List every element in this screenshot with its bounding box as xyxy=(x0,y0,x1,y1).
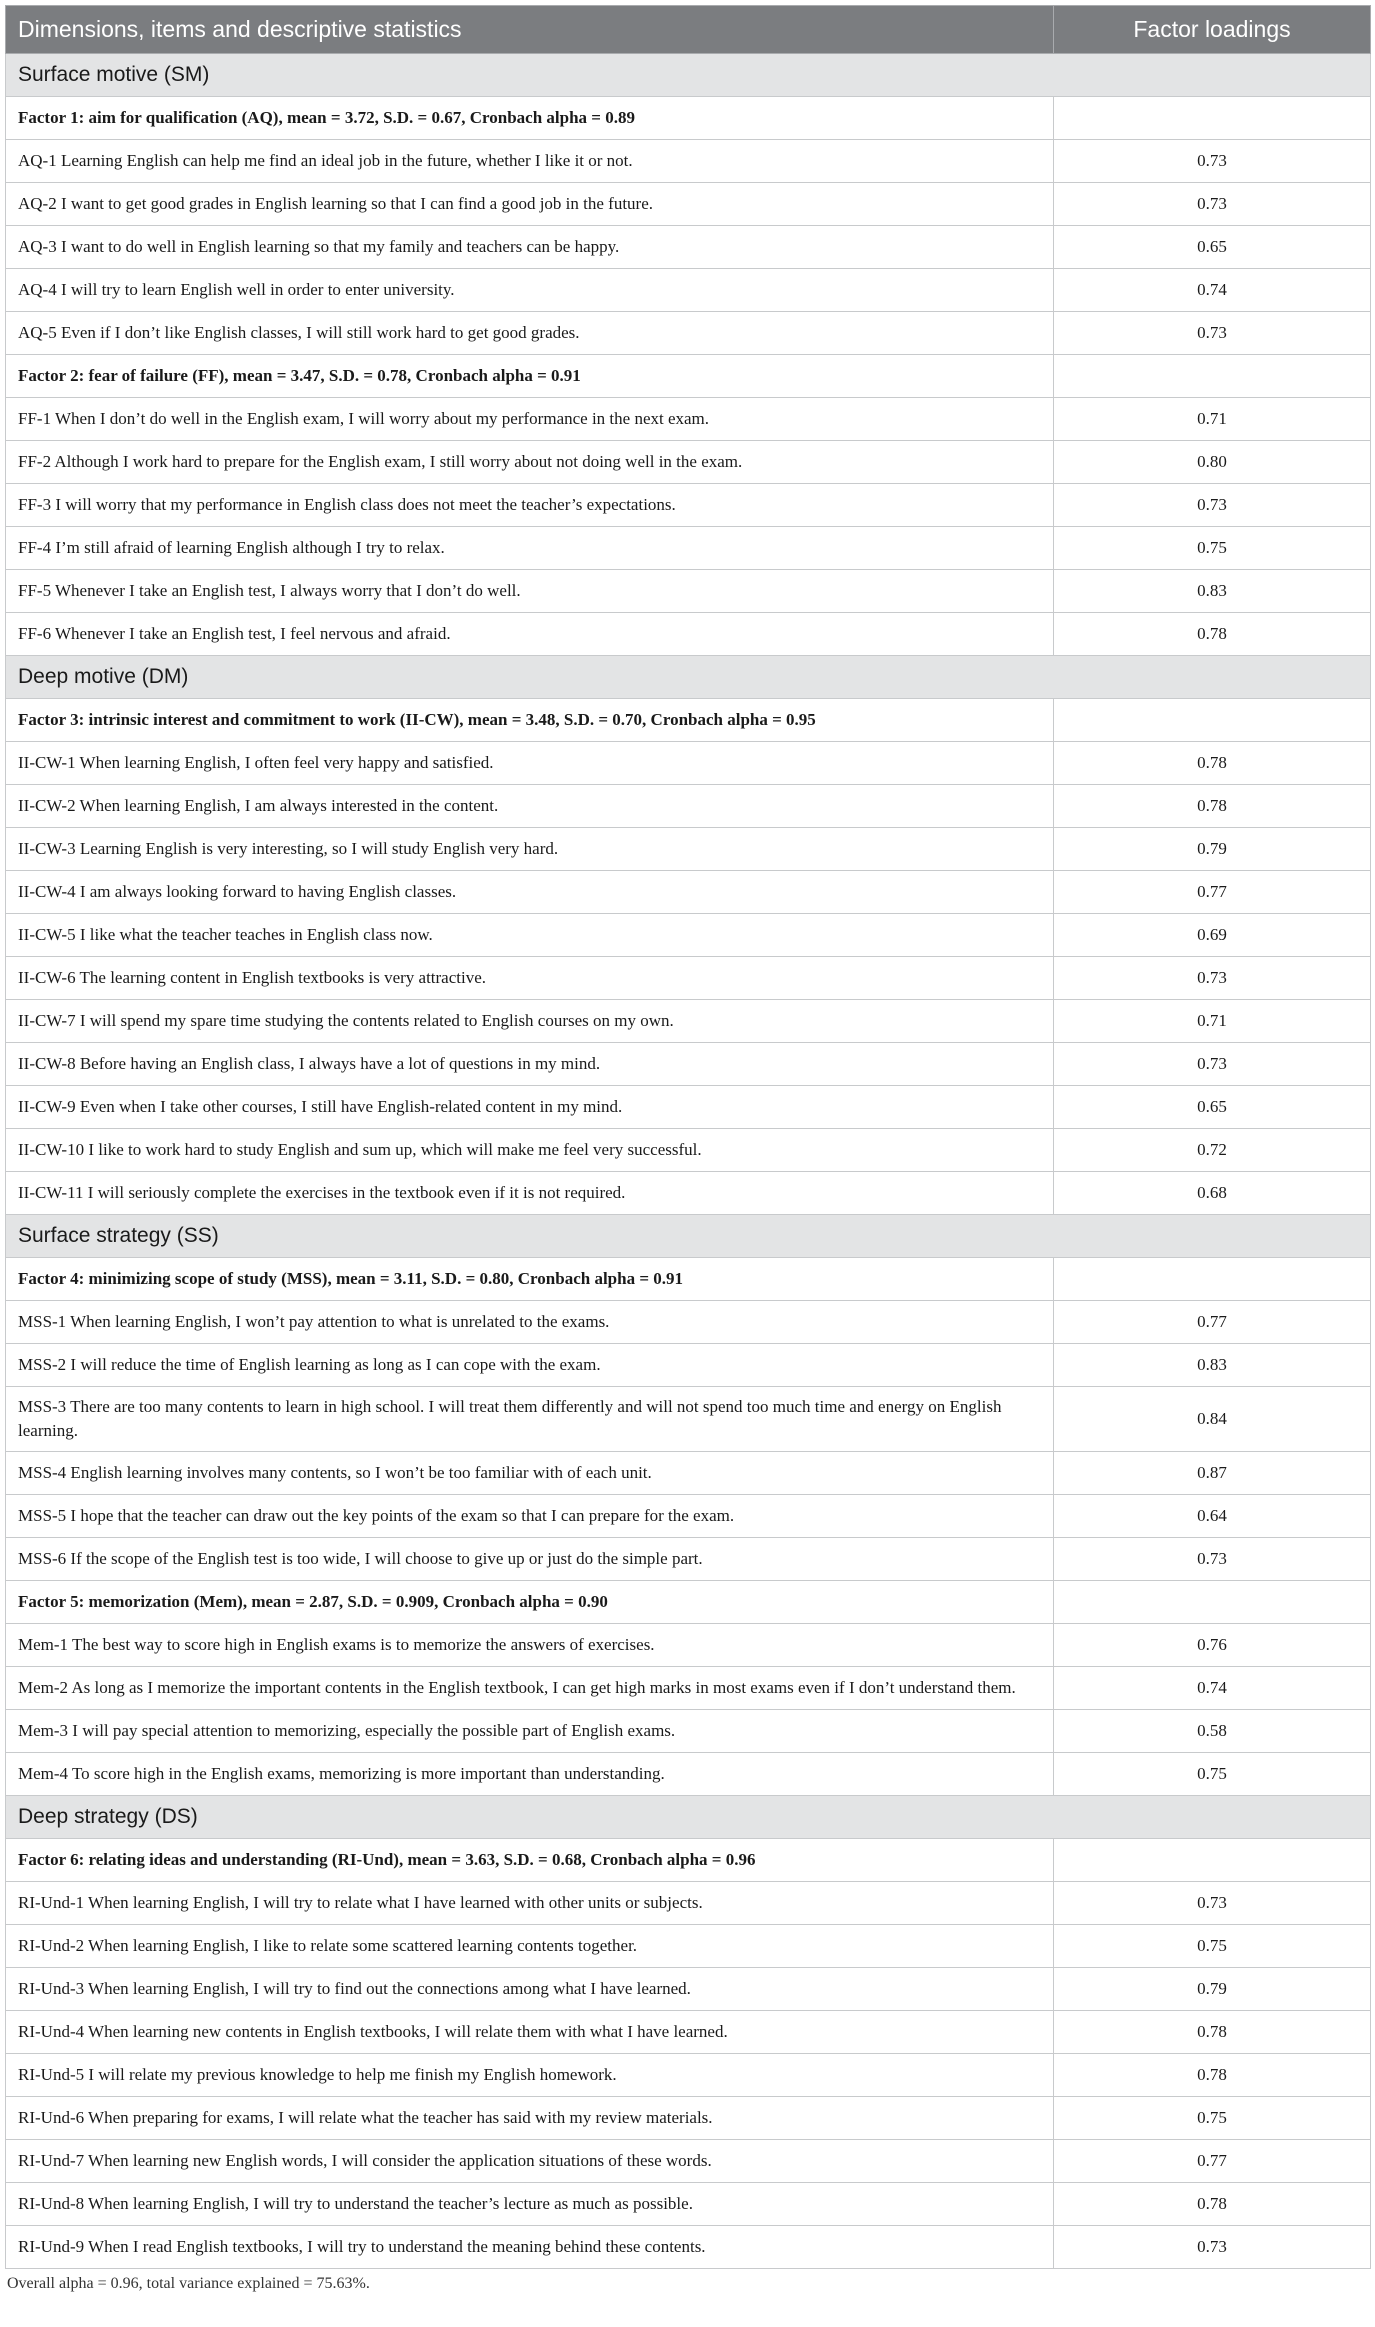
section-row xyxy=(6,656,1371,699)
item-row xyxy=(6,1624,1371,1667)
item-row xyxy=(6,871,1371,914)
item-label: AQ-1 Learning English can help me find an ideal job in the future, whether I like it or not. xyxy=(6,140,1054,183)
item-row xyxy=(6,269,1371,312)
factor-loading-value: 0.73 xyxy=(1054,957,1371,1000)
item-label: RI-Und-7 When learning new English words, I will consider the application situations of these words. xyxy=(6,2140,1054,2183)
header-dimensions: Dimensions, items and descriptive statistics xyxy=(6,6,1054,54)
factor-label: Factor 4: minimizing scope of study (MSS), mean = 3.11, S.D. = 0.80, Cronbach alpha = 0.91 xyxy=(6,1258,1054,1301)
factor-loadings-table xyxy=(5,5,1371,2269)
item-label: FF-5 Whenever I take an English test, I always worry that I don’t do well. xyxy=(6,570,1054,613)
factor-loading-value: 0.77 xyxy=(1054,2140,1371,2183)
factor-loading-value: 0.73 xyxy=(1054,484,1371,527)
item-row xyxy=(6,613,1371,656)
section-label: Surface strategy (SS) xyxy=(6,1215,1371,1258)
factor-loading-value: 0.73 xyxy=(1054,1538,1371,1581)
section-row xyxy=(6,1215,1371,1258)
factor-loading-value: 0.78 xyxy=(1054,2183,1371,2226)
section-row xyxy=(6,54,1371,97)
factor-loading-value: 0.64 xyxy=(1054,1495,1371,1538)
item-label: MSS-4 English learning involves many contents, so I won’t be too familiar with of each unit. xyxy=(6,1452,1054,1495)
item-label: MSS-2 I will reduce the time of English learning as long as I can cope with the exam. xyxy=(6,1344,1054,1387)
item-label: MSS-3 There are too many contents to learn in high school. I will treat them differently and will not spend too much time and energy on English learning. xyxy=(6,1387,1054,1452)
item-row xyxy=(6,1301,1371,1344)
factor-loading-value xyxy=(1054,97,1371,140)
item-row xyxy=(6,441,1371,484)
item-label: AQ-3 I want to do well in English learning so that my family and teachers can be happy. xyxy=(6,226,1054,269)
item-row xyxy=(6,1086,1371,1129)
factor-loading-value: 0.77 xyxy=(1054,871,1371,914)
factor-loading-value xyxy=(1054,1839,1371,1882)
item-row xyxy=(6,1667,1371,1710)
factor-label: Factor 2: fear of failure (FF), mean = 3.47, S.D. = 0.78, Cronbach alpha = 0.91 xyxy=(6,355,1054,398)
factor-row xyxy=(6,355,1371,398)
factor-loading-value: 0.78 xyxy=(1054,785,1371,828)
factor-row xyxy=(6,699,1371,742)
factor-loading-value: 0.78 xyxy=(1054,2054,1371,2097)
item-row xyxy=(6,1495,1371,1538)
factor-loading-value: 0.76 xyxy=(1054,1624,1371,1667)
factor-loading-value: 0.83 xyxy=(1054,570,1371,613)
section-label: Deep strategy (DS) xyxy=(6,1796,1371,1839)
item-row xyxy=(6,2226,1371,2269)
item-label: MSS-1 When learning English, I won’t pay attention to what is unrelated to the exams. xyxy=(6,1301,1054,1344)
item-label: II-CW-6 The learning content in English textbooks is very attractive. xyxy=(6,957,1054,1000)
item-label: RI-Und-3 When learning English, I will try to find out the connections among what I have learned. xyxy=(6,1968,1054,2011)
factor-loading-value: 0.73 xyxy=(1054,1882,1371,1925)
item-label: MSS-5 I hope that the teacher can draw out the key points of the exam so that I can prepare for the exam. xyxy=(6,1495,1054,1538)
item-label: II-CW-4 I am always looking forward to having English classes. xyxy=(6,871,1054,914)
item-row xyxy=(6,1710,1371,1753)
item-row xyxy=(6,1129,1371,1172)
factor-loading-value: 0.58 xyxy=(1054,1710,1371,1753)
item-label: Mem-3 I will pay special attention to memorizing, especially the possible part of English exams. xyxy=(6,1710,1054,1753)
factor-loading-value: 0.83 xyxy=(1054,1344,1371,1387)
factor-row xyxy=(6,1581,1371,1624)
factor-loading-value: 0.78 xyxy=(1054,2011,1371,2054)
header-factor-loadings: Factor loadings xyxy=(1054,6,1371,54)
factor-loading-value: 0.84 xyxy=(1054,1387,1371,1452)
item-row xyxy=(6,1387,1371,1452)
factor-loading-value: 0.72 xyxy=(1054,1129,1371,1172)
item-label: II-CW-2 When learning English, I am always interested in the content. xyxy=(6,785,1054,828)
item-row xyxy=(6,1968,1371,2011)
factor-loading-value: 0.73 xyxy=(1054,312,1371,355)
item-row xyxy=(6,1882,1371,1925)
item-label: RI-Und-6 When preparing for exams, I will relate what the teacher has said with my review materials. xyxy=(6,2097,1054,2140)
item-row xyxy=(6,957,1371,1000)
factor-loading-value: 0.73 xyxy=(1054,140,1371,183)
item-label: II-CW-5 I like what the teacher teaches in English class now. xyxy=(6,914,1054,957)
factor-loading-value: 0.75 xyxy=(1054,2097,1371,2140)
factor-loading-value: 0.78 xyxy=(1054,742,1371,785)
item-label: Mem-4 To score high in the English exams, memorizing is more important than understanding. xyxy=(6,1753,1054,1796)
item-row xyxy=(6,1452,1371,1495)
factor-label: Factor 6: relating ideas and understanding (RI-Und), mean = 3.63, S.D. = 0.68, Cronbach alpha = 0.96 xyxy=(6,1839,1054,1882)
item-row xyxy=(6,1344,1371,1387)
item-row xyxy=(6,183,1371,226)
item-row xyxy=(6,742,1371,785)
item-row xyxy=(6,312,1371,355)
factor-loading-value xyxy=(1054,1258,1371,1301)
item-label: RI-Und-9 When I read English textbooks, I will try to understand the meaning behind these contents. xyxy=(6,2226,1054,2269)
factor-row xyxy=(6,1258,1371,1301)
factor-loading-value: 0.78 xyxy=(1054,613,1371,656)
item-row xyxy=(6,527,1371,570)
factor-loading-value: 0.73 xyxy=(1054,1043,1371,1086)
item-row xyxy=(6,1043,1371,1086)
item-row xyxy=(6,2097,1371,2140)
item-row xyxy=(6,398,1371,441)
item-row xyxy=(6,1000,1371,1043)
item-row xyxy=(6,2140,1371,2183)
factor-loading-value: 0.74 xyxy=(1054,269,1371,312)
item-label: RI-Und-1 When learning English, I will try to relate what I have learned with other units or subjects. xyxy=(6,1882,1054,1925)
item-label: II-CW-10 I like to work hard to study English and sum up, which will make me feel very successful. xyxy=(6,1129,1054,1172)
item-label: MSS-6 If the scope of the English test is too wide, I will choose to give up or just do the simple part. xyxy=(6,1538,1054,1581)
factor-loading-value: 0.73 xyxy=(1054,183,1371,226)
item-label: II-CW-11 I will seriously complete the exercises in the textbook even if it is not required. xyxy=(6,1172,1054,1215)
section-label: Surface motive (SM) xyxy=(6,54,1371,97)
factor-loading-value: 0.71 xyxy=(1054,1000,1371,1043)
item-row xyxy=(6,914,1371,957)
item-row xyxy=(6,1172,1371,1215)
table-header-row xyxy=(6,6,1371,54)
item-label: RI-Und-5 I will relate my previous knowledge to help me finish my English homework. xyxy=(6,2054,1054,2097)
item-row xyxy=(6,785,1371,828)
factor-loading-value: 0.75 xyxy=(1054,1925,1371,1968)
item-row xyxy=(6,226,1371,269)
table-footnote: Overall alpha = 0.96, total variance explained = 75.63%. xyxy=(7,2275,370,2292)
factor-loading-value: 0.65 xyxy=(1054,226,1371,269)
factor-label: Factor 3: intrinsic interest and commitment to work (II-CW), mean = 3.48, S.D. = 0.70, Cronbach alpha = 0.95 xyxy=(6,699,1054,742)
item-label: FF-1 When I don’t do well in the English exam, I will worry about my performance in the next exam. xyxy=(6,398,1054,441)
factor-loading-value: 0.75 xyxy=(1054,527,1371,570)
item-row xyxy=(6,1538,1371,1581)
factor-loading-value xyxy=(1054,699,1371,742)
item-label: II-CW-3 Learning English is very interesting, so I will study English very hard. xyxy=(6,828,1054,871)
item-row xyxy=(6,1925,1371,1968)
factor-loading-value: 0.77 xyxy=(1054,1301,1371,1344)
item-label: RI-Und-2 When learning English, I like to relate some scattered learning contents together. xyxy=(6,1925,1054,1968)
factor-loading-value: 0.80 xyxy=(1054,441,1371,484)
factor-loading-value: 0.68 xyxy=(1054,1172,1371,1215)
item-label: FF-2 Although I work hard to prepare for the English exam, I still worry about not doing well in the exam. xyxy=(6,441,1054,484)
factor-loading-value: 0.65 xyxy=(1054,1086,1371,1129)
factor-loading-value: 0.69 xyxy=(1054,914,1371,957)
factor-loading-value: 0.73 xyxy=(1054,2226,1371,2269)
item-row xyxy=(6,2011,1371,2054)
item-row xyxy=(6,140,1371,183)
item-label: II-CW-1 When learning English, I often feel very happy and satisfied. xyxy=(6,742,1054,785)
item-label: FF-3 I will worry that my performance in English class does not meet the teacher’s expectations. xyxy=(6,484,1054,527)
item-label: Mem-2 As long as I memorize the important contents in the English textbook, I can get high marks in most exams even if I don’t understand them. xyxy=(6,1667,1054,1710)
factor-label: Factor 5: memorization (Mem), mean = 2.87, S.D. = 0.909, Cronbach alpha = 0.90 xyxy=(6,1581,1054,1624)
item-label: II-CW-7 I will spend my spare time studying the contents related to English courses on my own. xyxy=(6,1000,1054,1043)
item-label: II-CW-9 Even when I take other courses, I still have English-related content in my mind. xyxy=(6,1086,1054,1129)
section-label: Deep motive (DM) xyxy=(6,656,1371,699)
factor-loading-value xyxy=(1054,355,1371,398)
item-label: RI-Und-8 When learning English, I will try to understand the teacher’s lecture as much as possible. xyxy=(6,2183,1054,2226)
section-row xyxy=(6,1796,1371,1839)
factor-row xyxy=(6,97,1371,140)
item-label: AQ-2 I want to get good grades in English learning so that I can find a good job in the future. xyxy=(6,183,1054,226)
factor-label: Factor 1: aim for qualification (AQ), mean = 3.72, S.D. = 0.67, Cronbach alpha = 0.89 xyxy=(6,97,1054,140)
item-row xyxy=(6,2183,1371,2226)
factor-loading-value: 0.79 xyxy=(1054,1968,1371,2011)
item-label: II-CW-8 Before having an English class, I always have a lot of questions in my mind. xyxy=(6,1043,1054,1086)
item-label: AQ-4 I will try to learn English well in order to enter university. xyxy=(6,269,1054,312)
item-label: FF-4 I’m still afraid of learning English although I try to relax. xyxy=(6,527,1054,570)
item-label: FF-6 Whenever I take an English test, I feel nervous and afraid. xyxy=(6,613,1054,656)
factor-row xyxy=(6,1839,1371,1882)
item-row xyxy=(6,828,1371,871)
item-row xyxy=(6,484,1371,527)
item-label: AQ-5 Even if I don’t like English classes, I will still work hard to get good grades. xyxy=(6,312,1054,355)
table-body xyxy=(6,54,1371,2269)
factor-loading-value: 0.75 xyxy=(1054,1753,1371,1796)
factor-loading-value: 0.71 xyxy=(1054,398,1371,441)
table-container xyxy=(5,5,1370,2293)
factor-loading-value xyxy=(1054,1581,1371,1624)
item-label: Mem-1 The best way to score high in English exams is to memorize the answers of exercises. xyxy=(6,1624,1054,1667)
factor-loading-value: 0.87 xyxy=(1054,1452,1371,1495)
item-row xyxy=(6,2054,1371,2097)
item-row xyxy=(6,1753,1371,1796)
item-row xyxy=(6,570,1371,613)
item-label: RI-Und-4 When learning new contents in English textbooks, I will relate them with what I have learned. xyxy=(6,2011,1054,2054)
factor-loading-value: 0.74 xyxy=(1054,1667,1371,1710)
factor-loading-value: 0.79 xyxy=(1054,828,1371,871)
